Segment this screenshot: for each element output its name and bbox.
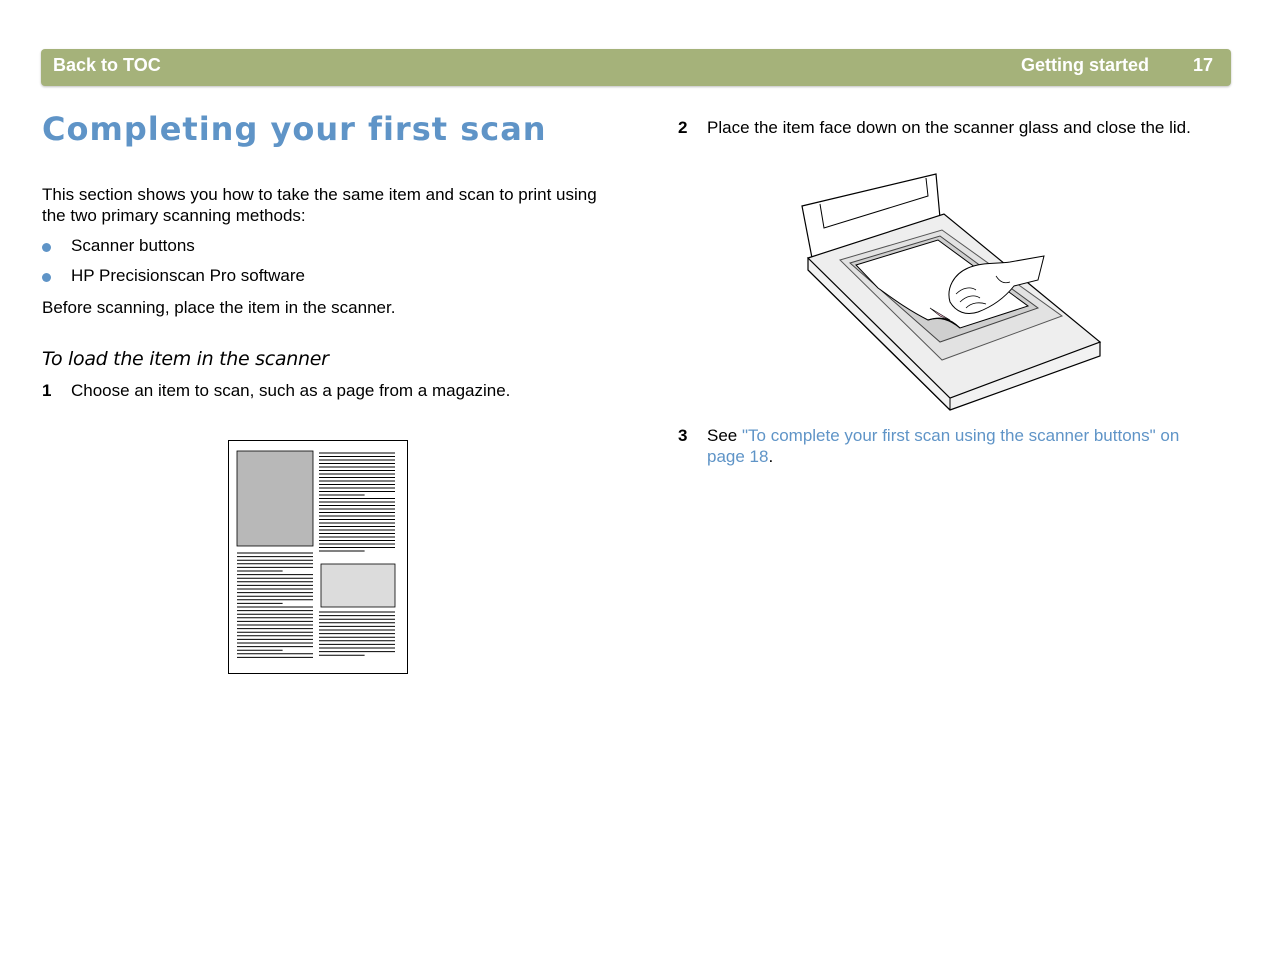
- step-prefix: See: [707, 426, 742, 445]
- step-text: Choose an item to scan, such as a page from a magazine.: [71, 381, 511, 400]
- page-number: 17: [1192, 55, 1213, 75]
- cross-reference-link[interactable]: "To complete your first scan using the scanner buttons" on page 18: [707, 426, 1180, 466]
- flatbed-scanner-illustration: [800, 170, 1110, 415]
- header-bar: [41, 49, 1231, 86]
- page-title: Completing your first scan: [42, 110, 547, 148]
- bullet-text: Scanner buttons: [71, 236, 195, 255]
- step-text: [707, 425, 1217, 467]
- step-number: 1: [42, 381, 52, 400]
- back-to-toc-link[interactable]: Back to TOC: [53, 55, 161, 75]
- before-scanning-text: Before scanning, place the item in the scanner.: [42, 298, 396, 317]
- intro-paragraph: This section shows you how to take the same item and scan to print using the two primary scanning methods:: [42, 185, 597, 225]
- step-text: Place the item face down on the scanner glass and close the lid.: [707, 118, 1191, 137]
- subheading: To load the item in the scanner: [42, 348, 329, 370]
- step-number: 2: [678, 118, 688, 137]
- magazine-page-illustration: [228, 440, 408, 674]
- step-suffix: .: [768, 447, 774, 466]
- round-bullet-icon: [42, 243, 51, 252]
- section-name: Getting started: [1020, 55, 1149, 75]
- step-number: 3: [678, 426, 688, 445]
- round-bullet-icon: [42, 273, 51, 282]
- bullet-text: HP Precisionscan Pro software: [71, 266, 306, 285]
